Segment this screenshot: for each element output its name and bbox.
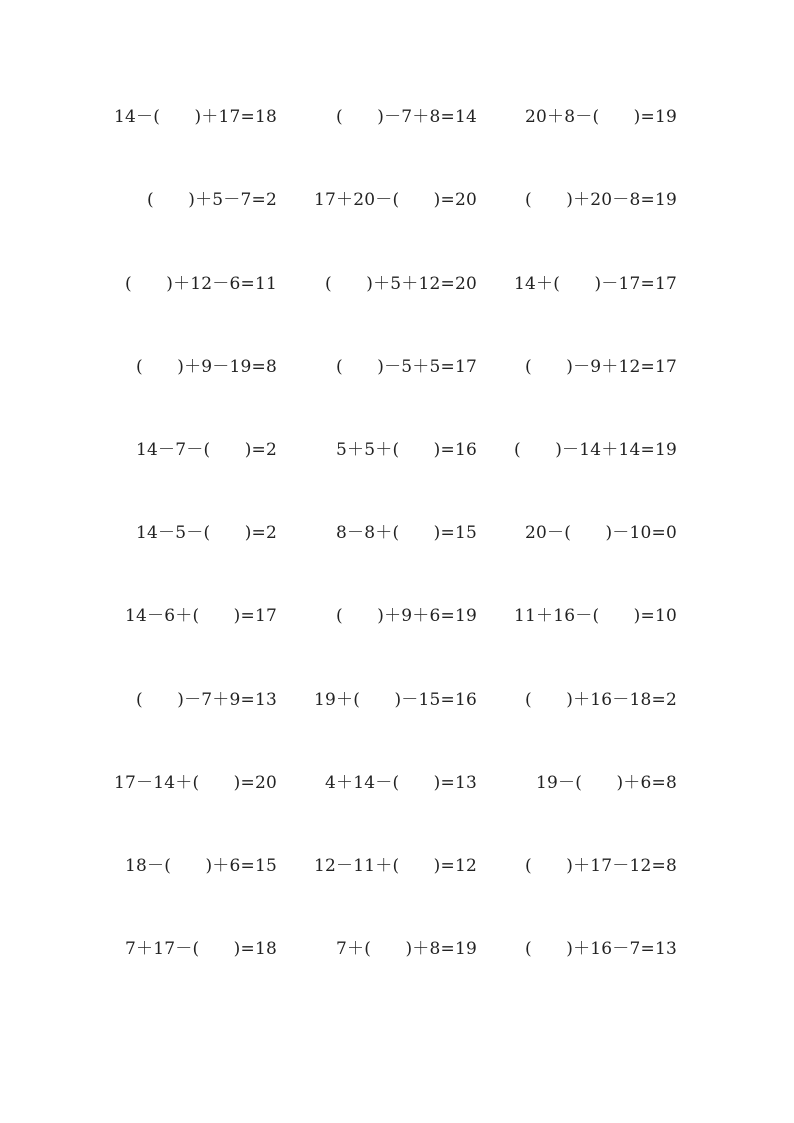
- equation-row-11: [0, 934, 794, 964]
- equation-row-4: [0, 352, 794, 382]
- equation: 17－14＋( )=20: [113, 773, 277, 793]
- equation: ( )－7＋9=13: [136, 690, 277, 710]
- equation: 20－( )－10=0: [525, 523, 677, 543]
- equation: ( )＋16－7=13: [525, 939, 677, 959]
- equation: 7＋( )＋8=19: [336, 939, 477, 959]
- equation: ( )＋12－6=11: [125, 274, 277, 294]
- equation: 14－7－( )=2: [136, 440, 277, 460]
- equation: ( )＋16－18=2: [525, 690, 677, 710]
- equation-row-6: [0, 518, 794, 548]
- equation: ( )＋5－7=2: [147, 190, 277, 210]
- equation-row-1: [0, 102, 794, 132]
- equation: 14－5－( )=2: [136, 523, 277, 543]
- equation-row-7: [0, 601, 794, 631]
- equation: ( )＋9－19=8: [136, 357, 277, 377]
- equation-row-5: [0, 435, 794, 465]
- equation-row-8: [0, 685, 794, 715]
- equation: 19－( )＋6=8: [536, 773, 677, 793]
- equation-row-9: [0, 768, 794, 798]
- equation: 17＋20－( )=20: [313, 190, 477, 210]
- equation: 8－8＋( )=15: [336, 523, 477, 543]
- equation: 4＋14－( )=13: [325, 773, 477, 793]
- equation: 12－11＋( )=12: [313, 856, 477, 876]
- equation: ( )＋9＋6=19: [336, 606, 477, 626]
- equation: ( )＋5＋12=20: [325, 274, 477, 294]
- equation-row-3: [0, 269, 794, 299]
- equation: ( )－9＋12=17: [525, 357, 677, 377]
- equation: 14－6＋( )=17: [125, 606, 277, 626]
- equation: ( )＋17－12=8: [525, 856, 677, 876]
- equation: 14＋( )－17=17: [513, 274, 677, 294]
- equation: ( )＋20－8=19: [525, 190, 677, 210]
- equation: 19＋( )－15=16: [313, 690, 477, 710]
- equation: ( )－14＋14=19: [513, 440, 677, 460]
- equation: 14－( )＋17=18: [113, 107, 277, 127]
- equation: ( )－7＋8=14: [336, 107, 477, 127]
- equation: 11＋16－( )=10: [513, 606, 677, 626]
- equation: 5＋5＋( )=16: [336, 440, 477, 460]
- equation: 20＋8－( )=19: [525, 107, 677, 127]
- equation-row-10: [0, 851, 794, 881]
- equation: ( )－5＋5=17: [336, 357, 477, 377]
- equation: 18－( )＋6=15: [125, 856, 277, 876]
- equation: 7＋17－( )=18: [125, 939, 277, 959]
- equation-row-2: [0, 185, 794, 215]
